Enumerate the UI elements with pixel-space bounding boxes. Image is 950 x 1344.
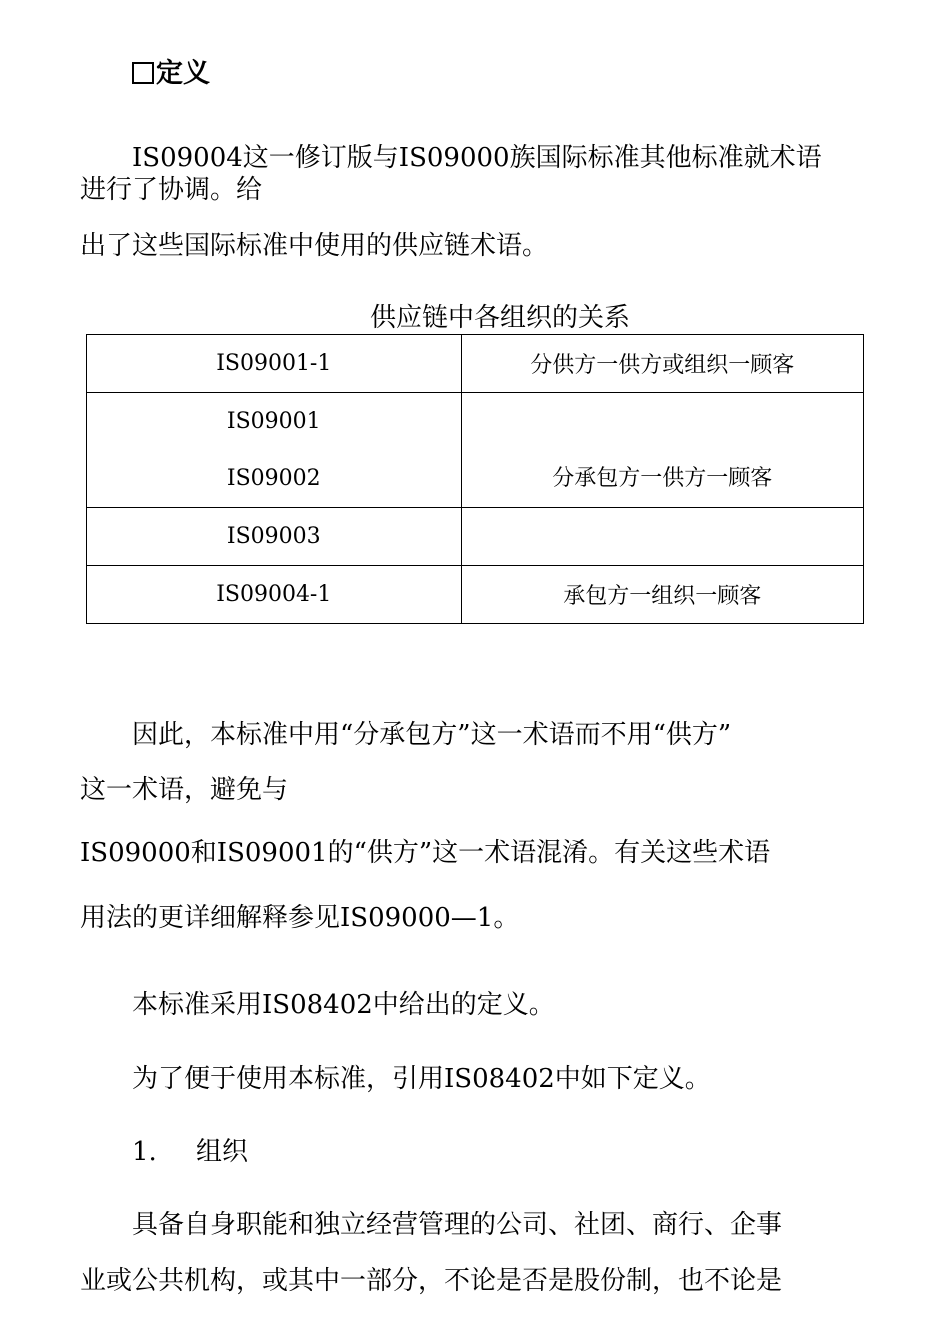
- paragraph-line: 这一术语，避免与: [80, 775, 289, 805]
- paragraph-line: IS09000和IS09001的“供方”这一术语混淆。有关这些术语: [80, 838, 771, 868]
- table-row: [87, 566, 864, 624]
- paragraph-line: 出了这些国际标准中使用的供应链术语。: [80, 231, 549, 261]
- table-caption: 供应链中各组织的关系: [369, 303, 630, 333]
- paragraph-line: 因此，本标准中用“分承包方”这一术语而不用“供方”: [132, 720, 732, 750]
- table-cell-standard: IS09003: [87, 508, 462, 566]
- table-cell-standard: IS09001-1: [87, 335, 462, 393]
- table-cell-relation: [461, 393, 863, 508]
- table-row: [87, 393, 864, 508]
- checkbox-square-icon: [132, 62, 154, 84]
- paragraph-line: 进行了协调。给: [80, 175, 263, 205]
- paragraph-line: IS09004这一修订版与IS09000族国际标准其他标准就术语: [132, 143, 822, 173]
- heading-text: 定义: [156, 58, 210, 89]
- table-cell-relation: 承包方一组织一顾客: [461, 566, 863, 624]
- supply-chain-table: [86, 334, 864, 624]
- table-cell-standard: IS09004-1: [87, 566, 462, 624]
- standard-name: IS09002: [226, 466, 321, 491]
- paragraph-line: 本标准采用IS08402中给出的定义。: [132, 990, 555, 1020]
- paragraph-line: 为了便于使用本标准，引用IS08402中如下定义。: [132, 1064, 711, 1094]
- table-cell-standard: [87, 393, 462, 508]
- relation-text: 分承包方一供方一顾客: [552, 466, 773, 491]
- paragraph-line: 业或公共机构，或其中一部分，不论是否是股份制，也不论是: [80, 1266, 783, 1296]
- list-item-number: 1.: [132, 1137, 157, 1167]
- table-row: [87, 508, 864, 566]
- table-row: [87, 335, 864, 393]
- list-item-title: 组织: [196, 1137, 249, 1167]
- table-cell-relation: [461, 508, 863, 566]
- standard-name: IS09001: [226, 409, 321, 434]
- table-cell-relation: 分供方一供方或组织一顾客: [461, 335, 863, 393]
- paragraph-line: 具备自身职能和独立经营管理的公司、社团、商行、企事: [132, 1210, 783, 1240]
- section-heading: [132, 58, 210, 90]
- paragraph-line: 用法的更详细解释参见IS09000—1。: [80, 903, 520, 933]
